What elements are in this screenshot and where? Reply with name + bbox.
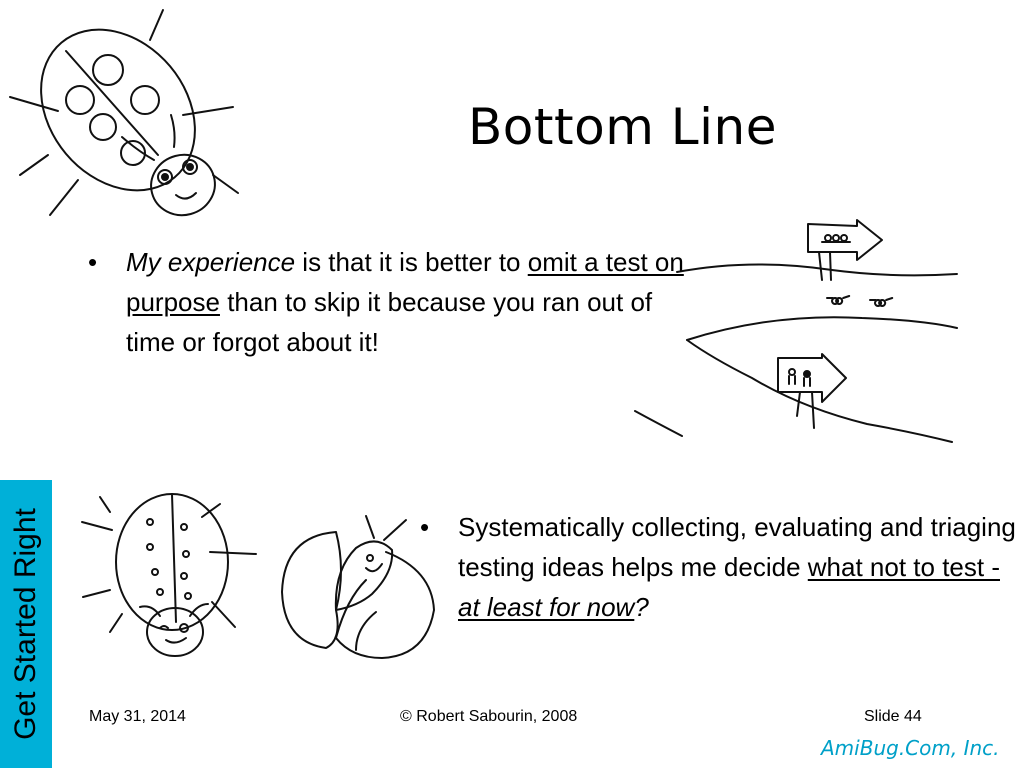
- bullet-point-1: [88, 243, 688, 362]
- footer-slide-number: Slide 44: [864, 708, 922, 725]
- footer-copyright: © Robert Sabourin, 2008: [400, 708, 578, 725]
- emphasis-text: My experience: [126, 247, 296, 277]
- footer-date: May 31, 2014: [89, 708, 186, 725]
- body-text: than to skip it because you ran out of time or forgot about it!: [126, 286, 653, 357]
- road-with-signs-icon: [632, 218, 962, 446]
- underlined-text: omit a test on purpose: [126, 247, 684, 317]
- slide-title: Bottom Line: [468, 98, 777, 156]
- underlined-text: what not to test -: [807, 551, 1000, 582]
- underlined-emphasis-text: at least for now: [458, 591, 635, 622]
- bullet-text: [126, 243, 686, 362]
- bullet-text: [458, 508, 1018, 627]
- bullet-point-2: [420, 508, 1020, 627]
- side-banner: [0, 480, 52, 768]
- emphasis-text: ?: [634, 591, 649, 622]
- ladybug-bottom-icon: [80, 492, 260, 662]
- butterfly-bug-icon: [276, 510, 436, 670]
- bullet-marker: •: [88, 247, 98, 277]
- body-text: Systematically collecting, evaluating and triaging testing ideas helps me decide: [458, 512, 1016, 582]
- ladybug-top-left-icon: [8, 5, 248, 225]
- bullet-marker: •: [420, 512, 430, 542]
- body-text: is that it is better to: [295, 247, 528, 277]
- side-banner-text: Get Started Right: [9, 508, 42, 740]
- brand-logo-text: AmiBug.Com, Inc.: [821, 736, 1000, 760]
